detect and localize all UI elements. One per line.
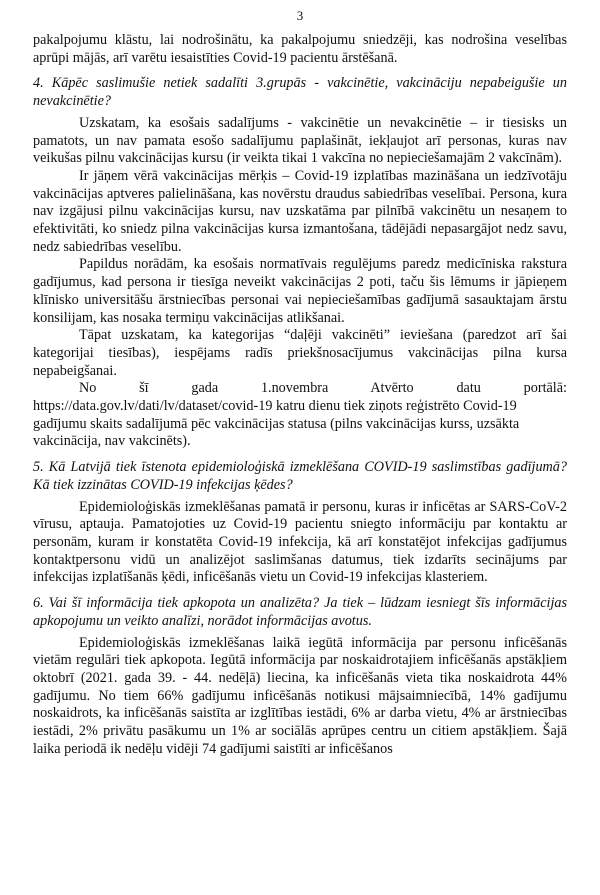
- answer-4-paragraph-3: Papildus norādām, ka esošais normatīvais regulējums paredz medicīniska rakstura gadījumus, kad persona ir tiesīga neveikt vakcinācijas 2 poti, taču šis lēmums ir jāpieņem klīnisko universitāšu ārstniecības personai vai nepieciešamības gadījumā sasauktajam ārstu konsilijam, kas nosaka termiņu vakcinācijas atlikšanai.: [33, 256, 567, 326]
- question-4-heading: 4. Kāpēc saslimušie netiek sadalīti 3.grupās - vakcinētie, vakcināciju nepabeigušie un nevakcinētie?: [33, 75, 567, 110]
- answer-4-paragraph-1: Uzskatam, ka esošais sadalījums - vakcinētie un nevakcinētie – ir tiesisks un pamatots, un nav pamata esošo sadalījumu paplašināt, iekļaujot arī personas, kuras nav veikušas pilnu vakcinācijas kursu (ir veikta tikai 1 vakcīna no nepieciešamajām 2 vakcīnām).: [33, 114, 567, 167]
- answer-4-data-portal-link: https://data.gov.lv/dati/lv/dataset/covid-19 katru dienu tiek ziņots reģistrēto Covid-19 gadījumu skaits sadalījumā pēc vakcinācijas statusa (pilns vakcinācijas kurss, uzsākta vakcinācija, nav vakcinēts).: [33, 398, 520, 450]
- answer-4-paragraph-5: No šī gada 1.novembra Atvērto datu portālā:: [79, 380, 567, 397]
- page-number: 3: [296, 8, 304, 23]
- document-body: [33, 32, 567, 758]
- answer-4-paragraph-2: Ir jāņem vērā vakcinācijas mērķis – Covid-19 izplatības mazināšana un iedzīvotāju vakcinācijas aptveres palielināšana, kas novērstu draudus sabiedrības veselībai. Persona, kura nav izgājusi pilnu vakcinācijas kursu, nav uzskatāma par pilnībā vakcinētu un nesaņem to efektivitāti, ko sniedz pilna vakcinācijas kursa izmantošana, tādējādi nepasargājot nedz savu, nedz sabiedrības veselību.: [33, 167, 567, 255]
- question-6-heading: 6. Vai šī informācija tiek apkopota un analizēta? Ja tiek – lūdzam iesniegt šīs informācijas apkopojumu un veikto analīzi, norādot informācijas avotus.: [33, 595, 567, 629]
- answer-6-paragraph: Epidemioloģiskās izmeklēšanas laikā iegūtā informācija par personu inficēšanās vietām regulāri tiek apkopota. Iegūtā informācija par noskaidrotajiem inficēšanās apstākļiem oktobrī (2021. gada 39. - 44. nedēļā) liecina, ka inficēšanās vieta tika noskaidrota 44% gadījumu. No tiem 66% gadījumu inficēšanās notikusi mājsaimniecībā, 14% gadījumu noskaidrots, ka inficēšanās saistīta ar izglītības iestādi, 6% ar darba vietu, 4% ar ārstniecības iestādi, 2% privātu pasākumu un 1% ar sociālās aprūpes centru un citiem apstākļiem. Šajā laika periodā ik nedēļu vidēji 74 gadījumi saistīti ar inficēšanos: [33, 634, 567, 757]
- answer-5-paragraph: Epidemioloģiskās izmeklēšanas pamatā ir personu, kuras ir inficētas ar SARS-CoV-2 vīrusu, aptauja. Pamatojoties uz Covid-19 pacientu sniegto informāciju par kontaktu ar personām, kuram ir konstatēta Covid-19 infekcija, kā arī konstatējot infekcijas gadījumus kontaktpersonu vidū un analizējot saslimšanas datumus, tiek izdarīts secinājums par infekcijas izplatīšanās ķēdi, inficēšanās vietu un Covid-19 infekcijas klasteriem.: [33, 498, 567, 586]
- question-5-heading: 5. Kā Latvijā tiek īstenota epidemioloģiskā izmeklēšana COVID-19 saslimstības gadījumā? Kā tiek izzinātas COVID-19 infekcijas ķēdes?: [33, 459, 567, 493]
- answer-4-paragraph-4: Tāpat uzskatam, ka kategorijas “daļēji vakcinēti” ieviešana (paredzot arī šai kategorijai tiesības), iespējams radīs priekšnosacījumus vakcinācijas pilna kursa nepabeigšanai.: [33, 327, 567, 379]
- paragraph-continuation: pakalpojumu klāstu, lai nodrošinātu, ka pakalpojumu sniedzēji, kas nodrošina veselības aprūpi mājās, arī varētu iesaistīties Covid-19 pacientu ārstēšanā.: [33, 32, 567, 66]
